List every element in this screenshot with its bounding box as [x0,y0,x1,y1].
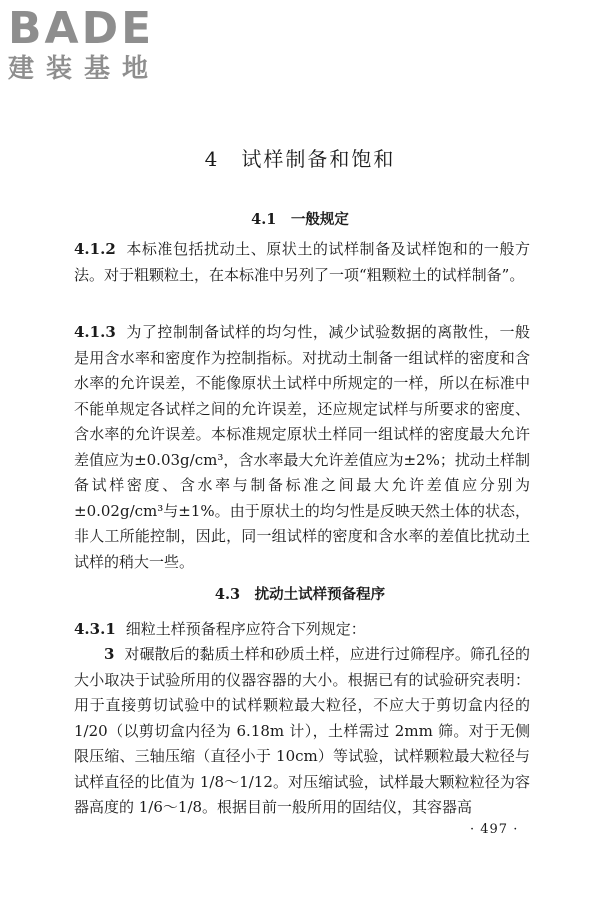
clause-4-1-2 [74,237,530,288]
clause-number: 4.3.1 [74,620,116,638]
logo-brand-text: BADE [8,3,155,54]
clause-4-1-3 [74,320,530,575]
clause-text: 为了控制制备试样的均匀性，减少试验数据的离散性，一般是用含水率和密度作为控制指标。对扰动土制备一组试样的密度和含水率的允许误差，不能像原状土试样中所规定的一样，所以在标准中不能单规定各试样之间的允许误差，还应规定试样与所要求的密度、含水率的允许误差。本标准规定原状土样同一组试样的密度最大允许差值应为±0.03g/cm³，含水率最大允许差值应为±2%；扰动土样制备试样密度、含水率与制备标准之间最大允许差值应分别为±0.02g/cm³与±1%。由于原状土的均匀性是反映天然土体的状态，非人工所能控制，因此，同一组试样的密度和含水率的差值比扰动土试样的稍大一些。 [74,323,530,571]
watermark-logo [8,3,183,84]
chapter-title: 4 试样制备和饱和 [204,147,396,171]
section-title-4-3: 4.3 扰动土试样预备程序 [214,586,386,603]
page-number: · 497 · [470,822,519,837]
section-title-4-1: 4.1 一般规定 [251,211,349,228]
clause-text: 细粒土样预备程序应符合下列规定： [125,620,366,638]
logo-subtitle-text: 建装基地 [8,54,161,84]
clause-4-3-1 [74,617,530,643]
item-text: 对碾散后的黏质土样和砂质土样，应进行过筛程序。筛孔径的大小取决于试验所用的仪器容器的大小。根据已有的试验研究表明：用于直接剪切试验中的试样颗粒最大粒径，不应大于剪切盒内径的 1/20（以剪切盒内径为 6.18m 计），土样需过 2mm 筛。对于无侧限压缩、三轴压缩（直径小于 10cm）等试验，试样颗粒最大粒径与试样直径的比值为 1/8～1/12。对压缩试验，试样最大颗粒粒径为容器高度的 1/6～1/8。根据目前一般所用的固结仪，其容器高 [74,645,530,816]
clause-number: 4.1.2 [74,240,116,258]
clause-item-3 [74,642,530,821]
clause-number: 4.1.3 [74,323,116,341]
item-number: 3 [104,645,115,663]
clause-text: 本标准包括扰动土、原状土的试样制备及试样饱和的一般方法。对于粗颗粒土，在本标准中另列了一项“粗颗粒土的试样制备”。 [74,240,530,284]
